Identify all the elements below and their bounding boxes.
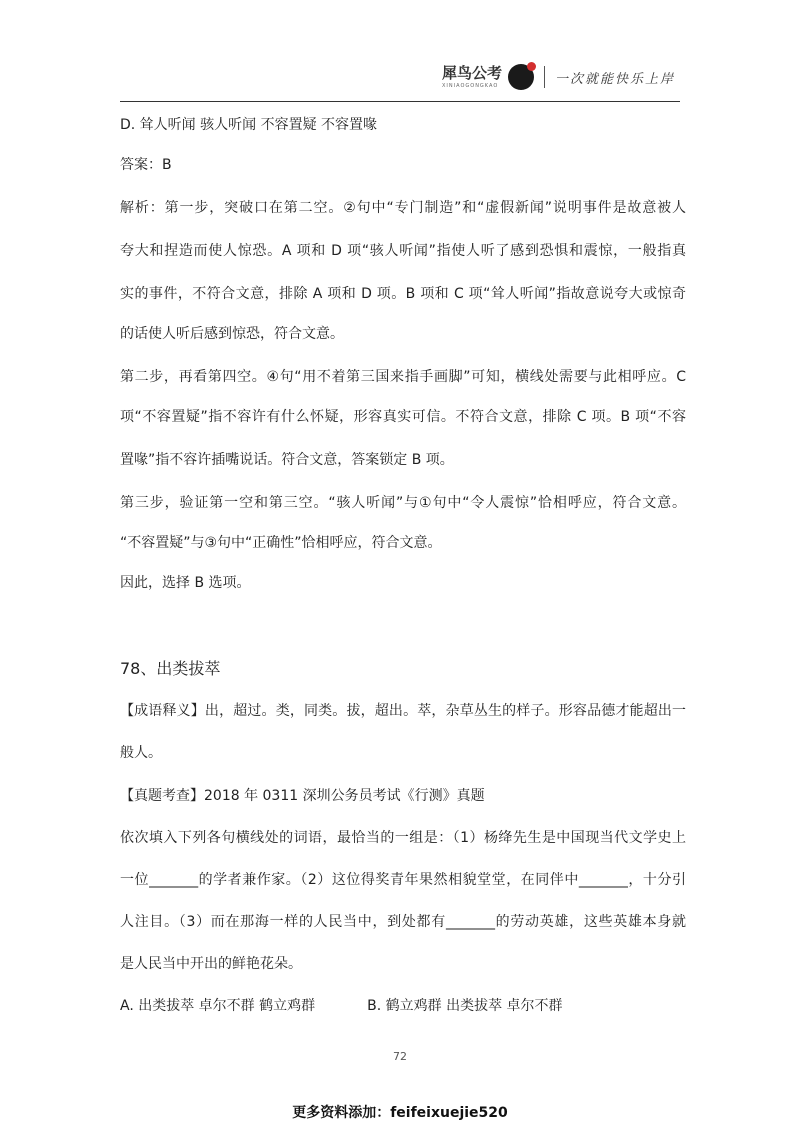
conclusion-line: 因此，选择 B 选项。 bbox=[120, 575, 251, 591]
analysis-line: 置喙”指不容许插嘴说话。符合文意，答案锁定 B 项。 bbox=[120, 452, 454, 468]
option-b: B. 鹤立鸡群 出类拔萃 卓尔不群 bbox=[367, 998, 563, 1014]
question-stem: 是人民当中开出的鲜艳花朵。 bbox=[120, 956, 302, 972]
idiom-definition: 般人。 bbox=[120, 745, 162, 761]
page-header bbox=[120, 52, 680, 102]
page-number: 72 bbox=[393, 1050, 407, 1063]
question-stem: 依次填入下列各句横线处的词语，最恰当的一组是：（1）杨绛先生是中国现当代文学史上 bbox=[120, 830, 686, 846]
analysis-line: 解析：第一步，突破口在第二空。②句中“专门制造”和“虚假新闻”说明事件是故意被人 bbox=[120, 200, 686, 216]
brand-logo bbox=[442, 60, 675, 94]
exam-source: 【真题考查】2018 年 0311 深圳公务员考试《行测》真题 bbox=[120, 788, 485, 804]
question-stem: 一位_______的学者兼作家。（2）这位得奖青年果然相貌堂堂，在同伴中_______，十分引 bbox=[120, 872, 686, 888]
analysis-line: 夸大和捏造而使人惊恐。A 项和 D 项“骇人听闻”指使人听了感到恐惧和震惊，一般指真 bbox=[120, 243, 686, 259]
analysis-line: 实的事件，不符合文意，排除 A 项和 D 项。B 项和 C 项“耸人听闻”指故意说夸大或惊奇 bbox=[120, 286, 686, 302]
bird-logo-icon bbox=[508, 64, 534, 90]
analysis-line: “不容置疑”与③句中“正确性”恰相呼应，符合文意。 bbox=[120, 535, 442, 551]
header-divider bbox=[544, 66, 545, 88]
answer-line: 答案：B bbox=[120, 157, 172, 173]
brand-name: 犀鸟公考 bbox=[442, 64, 503, 82]
question-title: 78、出类拔萃 bbox=[120, 659, 221, 678]
header-rule bbox=[120, 101, 680, 102]
analysis-line: 的话使人听后感到惊恐，符合文意。 bbox=[120, 326, 344, 342]
analysis-line: 第二步，再看第四空。④句“用不着第三国来指手画脚”可知，横线处需要与此相呼应。C bbox=[120, 369, 686, 385]
brand-subtitle: XINIAOGONGKAO bbox=[442, 83, 499, 89]
option-d-line: D. 耸人听闻 骇人听闻 不容置疑 不容置喙 bbox=[120, 117, 378, 133]
idiom-definition: 【成语释义】出，超过。类，同类。拔，超出。萃，杂草丛生的样子。形容品德才能超出一 bbox=[120, 703, 686, 719]
options-line bbox=[120, 995, 563, 1015]
question-stem: 人注目。（3）而在那海一样的人民当中，到处都有_______的劳动英雄，这些英雄本身就 bbox=[120, 914, 686, 930]
analysis-line: 第三步，验证第一空和第三空。“骇人听闻”与①句中“令人震惊”恰相呼应，符合文意。 bbox=[120, 495, 686, 511]
option-a: A. 出类拔萃 卓尔不群 鹤立鸡群 bbox=[120, 998, 316, 1014]
footer-contact: 更多资料添加：feifeixuejie520 bbox=[292, 1105, 508, 1121]
analysis-line: 项“不容置疑”指不容许有什么怀疑，形容真实可信。不符合文意，排除 C 项。B 项“不容 bbox=[120, 409, 686, 425]
brand-slogan: 一次就能快乐上岸 bbox=[555, 71, 676, 87]
